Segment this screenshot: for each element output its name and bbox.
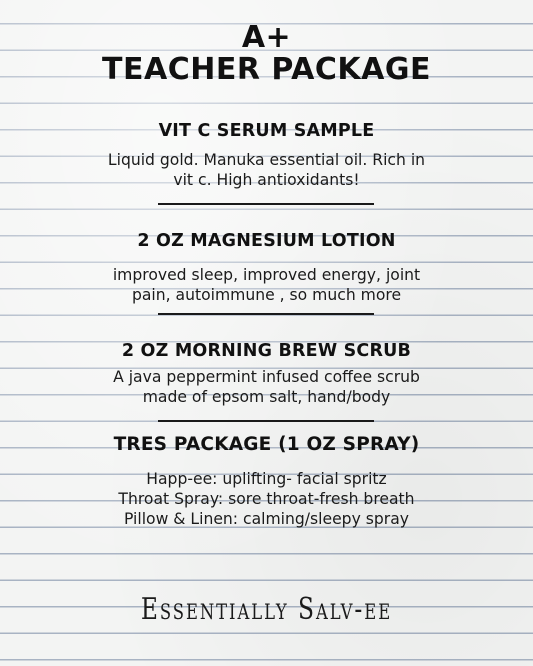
- section-description-line: Happ-ee: uplifting- facial spritz: [146, 470, 387, 488]
- section-divider: [158, 313, 374, 315]
- section-description-line: made of epsom salt, hand/body: [142, 388, 391, 406]
- section-magnesium-lotion: [0, 231, 533, 305]
- title-package-name: TEACHER PACKAGE: [102, 52, 431, 88]
- section-morning-brew-scrub: [0, 341, 533, 407]
- section-heading: 2 OZ MAGNESIUM LOTION: [137, 231, 396, 251]
- section-description-line: improved sleep, improved energy, joint: [112, 266, 421, 284]
- section-divider: [158, 420, 374, 422]
- brand-signature: Essentially Salv-ee: [140, 592, 393, 627]
- section-heading: TRES PACKAGE (1 OZ SPRAY): [113, 434, 420, 455]
- section-divider: [158, 203, 374, 205]
- page-title: [0, 22, 533, 87]
- section-description-line: pain, autoimmune , so much more: [131, 286, 402, 304]
- section-heading: VIT C SERUM SAMPLE: [158, 121, 375, 141]
- section-heading: 2 OZ MORNING BREW SCRUB: [121, 341, 412, 361]
- section-description-line: Throat Spray: sore throat-fresh breath: [118, 490, 415, 508]
- section-description-line: Pillow & Linen: calming/sleepy spray: [124, 510, 409, 528]
- title-grade: A+: [241, 20, 292, 55]
- section-vit-c-serum: [0, 121, 533, 190]
- section-tres-package: [0, 434, 533, 529]
- section-description-line: Liquid gold. Manuka essential oil. Rich in: [107, 151, 426, 169]
- section-description-line: vit c. High antioxidants!: [173, 171, 360, 189]
- section-description-line: A java peppermint infused coffee scrub: [113, 368, 420, 386]
